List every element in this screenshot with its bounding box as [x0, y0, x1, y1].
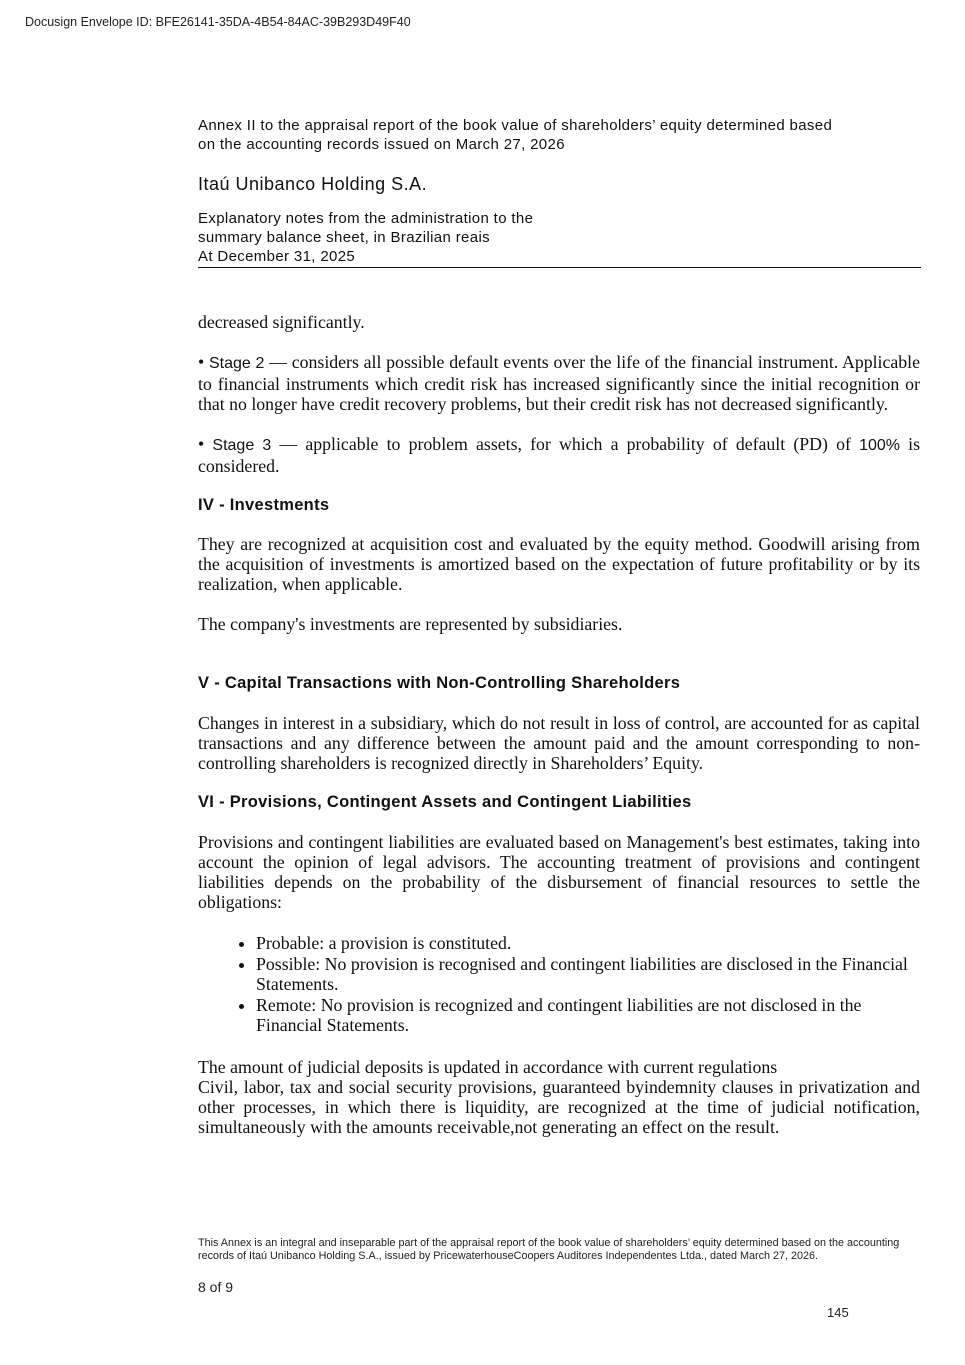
notes-title-line-1: Explanatory notes from the administration to the	[198, 210, 534, 227]
section-6-heading: VI - Provisions, Contingent Assets and Contingent Liabilities	[198, 793, 692, 811]
section-5-heading: V - Capital Transactions with Non-Controlling Shareholders	[198, 674, 681, 692]
stage-3-paragraph	[198, 434, 920, 476]
notes-title-line-2: summary balance sheet, in Brazilian reais	[198, 229, 490, 246]
page-of-count: 8 of 9	[198, 1279, 234, 1295]
section-4-paragraph-1: They are recognized at acquisition cost and evaluated by the equity method. Goodwill arising from the acquisition of investments is amortized based on the expectation of future profitability or by its realization, when applicable.	[198, 534, 920, 594]
annex-title-line-1: Annex II to the appraisal report of the book value of shareholders’ equity determined based	[198, 117, 833, 134]
pd-value: 100%	[859, 437, 900, 454]
section-5-paragraph-1: Changes in interest in a subsidiary, which do not result in loss of control, are accounted for as capital transactions and any difference between the amount paid and the amount corresponding to non-controlling shareholders is recognized directly in Shareholders’ Equity.	[198, 713, 920, 773]
list-item: • Possible: No provision is recognised and contingent liabilities are disclosed in the Financial Statements.	[256, 954, 920, 995]
header-divider	[198, 267, 921, 268]
section-4-paragraph-2: The company's investments are represented by subsidiaries.	[198, 614, 623, 634]
bullet-glyph: •	[198, 352, 205, 372]
stage-2-paragraph	[198, 352, 920, 414]
page-header	[198, 116, 921, 268]
stage-3-label: Stage 3	[212, 437, 272, 454]
section-6-paragraph-1: Provisions and contingent liabilities are evaluated based on Management's best estimates, taking into account the opinion of legal advisors. The accounting treatment of provisions and contingent liabilities depends on the probability of the disbursement of financial resources to settle the obligations:	[198, 832, 920, 912]
list-item: • Probable: a provision is constituted.	[256, 933, 920, 954]
envelope-id: Docusign Envelope ID: BFE26141-35DA-4B54-84AC-39B293D49F40	[25, 15, 411, 29]
company-name: Itaú Unibanco Holding S.A.	[198, 174, 428, 194]
section-6-paragraph-3: Civil, labor, tax and social security provisions, guaranteed byindemnity clauses in privatization and other processes, in which there is liquidity, are recognized at the time of judicial notification, simultaneously with the amounts receivable,not generating an effect on the result.	[198, 1076, 920, 1137]
page-number: 145	[827, 1305, 849, 1320]
document-body	[198, 312, 920, 1137]
probability-list	[198, 933, 920, 1036]
stage-3-text-end: is considered.	[198, 434, 921, 476]
section-6-paragraph-2: The amount of judicial deposits is updated in accordance with current regulations	[198, 1056, 778, 1077]
report-date: At December 31, 2025	[198, 248, 356, 265]
notes-title	[198, 209, 921, 266]
annex-title-line-2: on the accounting records issued on March 27, 2026	[198, 136, 565, 153]
stage-3-text: — applicable to problem assets, for which a probability of default (PD) of	[271, 434, 860, 454]
bullet-glyph: •	[198, 434, 205, 454]
footer-note: This Annex is an integral and inseparable part of the appraisal report of the book value of shareholders’ equity determined based on the accounting records of Itaú Unibanco Holding S.A., issued by PricewaterhouseCoopers Auditores Independentes Ltda., dated March 27, 2026.	[198, 1237, 900, 1262]
stage-2-label: Stage 2	[208, 355, 265, 372]
stage-2-text: — considers all possible default events over the life of the financial instrument. Applicable to financial instruments which credit risk has increased significantly since the initial recognition or that no longer have credit recovery problems, but their credit risk has not decreased significantly.	[198, 352, 920, 414]
continued-text: decreased significantly.	[198, 312, 365, 332]
section-4-heading: IV - Investments	[198, 496, 330, 514]
list-item: • Remote: No provision is recognized and contingent liabilities are not disclosed in the Financial Statements.	[256, 995, 920, 1036]
